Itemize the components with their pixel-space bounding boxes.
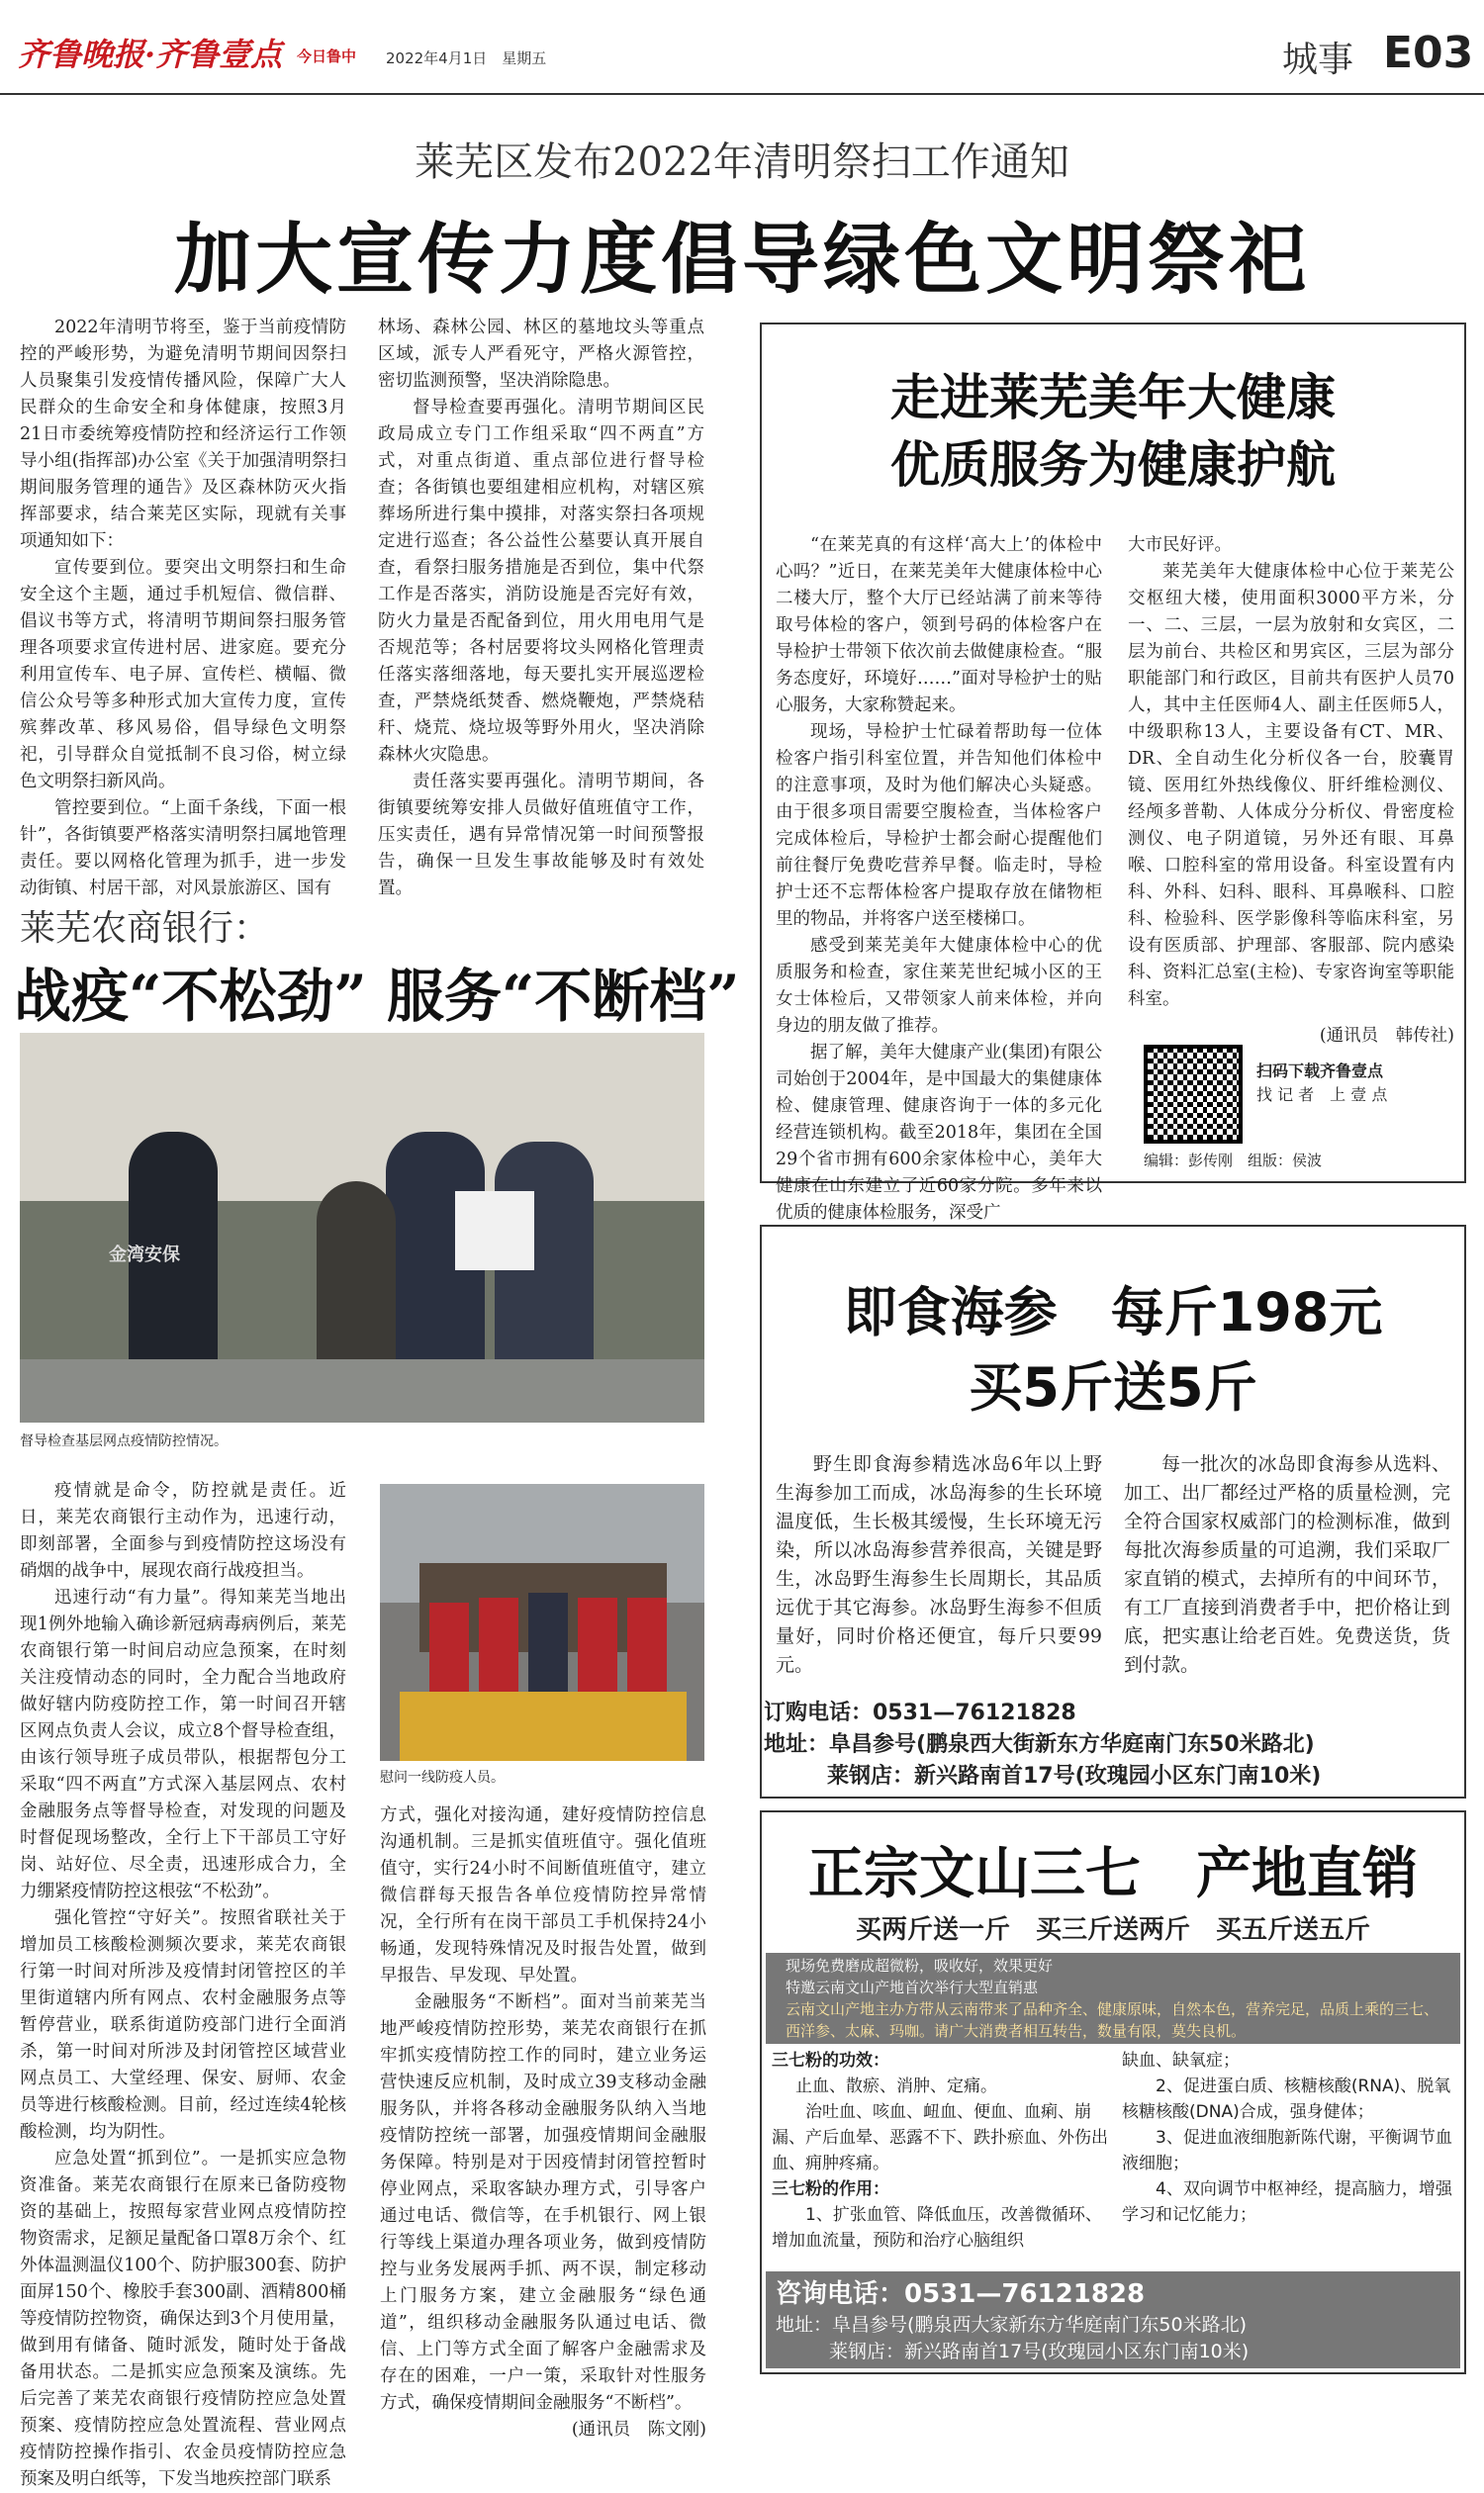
paragraph: 据了解，美年大健康产业(集团)有限公司始创于2004年，是中国最大的集健康体检、健康管理、健康咨询于一体的多元化经营连锁机构。截至2018年，集团在全国29个省市拥有600余家体检中心，美年大健康在山东建立了近60家分院。多年来以优质的健康体检服务，深受广	[776, 1043, 1102, 1223]
newspaper-logo: 齐鲁晚报·齐鲁壹点	[18, 36, 283, 73]
paragraph: 感受到莱芜美年大健康体检中心的优质服务和检查，家住莱芜世纪城小区的王女士体检后，又带领家人前来体检，并向身边的朋友做了推荐。	[776, 936, 1102, 1036]
ad-phone: 咨询电话：0531—76121828	[776, 2279, 1146, 2309]
effects-title: 三七粉的功效：	[772, 2051, 889, 2071]
ad-headline: 即食海参 每斤198元	[843, 1281, 1383, 1343]
paragraph: 应急处置“抓到位”。一是抓实应急物资准备。莱芜农商银行在原来已备防疫物资的基础上，按照每家营业网点疫情防控物资需求，足额足量配备口罩8万余个、红外体温测温仪100个、防护服300套、防护面屏150个、橡胶手套300副、酒精800桶等疫情防控物资，确保达到3个月使用量，做到用有储备、随时派发，随时处于备战备用状态。二是抓实应急预案及演练。先后完善了莱芜农商银行疫情防控应急处置预案、疫情防控应急处置流程、营业网点疫情防控操作指引、农金员疫情防控应急预案及明白纸等，下发当地疾控部门联系	[20, 2149, 346, 2489]
ad-promo: 买两斤送一斤 买三斤送两斤 买五斤送五斤	[855, 1915, 1370, 1945]
qr-caption: 扫码下载齐鲁壹点	[1256, 1062, 1384, 1080]
sub-logo: 今日鲁中	[297, 47, 357, 65]
ad-left-column	[772, 2048, 1108, 2254]
ad-address-2: 莱钢店：新兴路南首17号(玫瑰园小区东门南10米)	[827, 1764, 1322, 1789]
ad-banner	[766, 1953, 1460, 2044]
paragraph: 金融服务“不断档”。面对当前莱芜当地严峻疫情防控形势，莱芜农商银行在抓牢抓实疫情防控工作的同时，建立业务运营快速反应机制，及时成立39支移动金融服务队，并将各移动金融服务队纳入当地疫情防控统一部署，加强疫情期间金融服务保障。特别是对于因疫情封闭管控暂时停业网点，采取客缺办理方式，引导客户通过电话、微信等，在手机银行、网上银行等线上渠道办理各项业务，做到疫情防控与业务发展两手抓、两不误，制定移动上门服务方案，建立金融服务“绿色通道”，组织移动金融服务队通过电话、微信、上门等方式全面了解客户金融需求及存在的困难，一户一策，采取针对性服务方式，确保疫情期间金融服务“不断档”。	[380, 1992, 706, 2413]
article3-column-2	[380, 1802, 706, 2444]
paragraph: 莱芜美年大健康体检中心位于莱芜公交枢纽大楼，使用面积3000平方米，分一、二、三层，一层为放射和女宾区，二层为前台、共检区和男宾区，三层为部分职能部门和行政区，目前共有医护人员70人，其中主任医师4人、副主任医师5人，中级职称13人，主要设备有CT、MR、DR、全自动生化分析仪各一台，胶囊胃镜、医用红外热线像仪、肝纤维检测仪、经颅多普勒、人体成分分析仪、骨密度检测仪、电子阴道镜，另外还有眼、耳鼻喉、口腔科室的常用设备。科室设置有内科、外科、妇科、眼科、耳鼻喉科、口腔科、检验科、医学影像科等临床科室，另设有医质部、护理部、客服部、院内感染科、资料汇总室(主检)、专家咨询室等职能科室。	[1128, 562, 1454, 1009]
ad-title: 正宗文山三七 产地直销	[808, 1842, 1418, 1906]
ad-right-column	[1122, 2048, 1458, 2228]
paragraph: 强化管控“守好关”。按照省联社关于增加员工核酸检测频次要求，莱芜农商银行第一时间对所涉及疫情封闭管控区的羊里街道辖内所有网点、农村金融服务点等暂停营业，联系街道防疫部门进行全面消杀，第一时间对所涉及封闭管控区域营业网点员工、大堂经理、保安、厨师、农金员等进行核酸检测。目前，经过连续4轮核酸检测，均为阴性。	[20, 1908, 346, 2142]
photo-caption: 督导检查基层网点疫情防控情况。	[20, 1433, 228, 1449]
banner-line: 现场免费磨成超微粉，吸收好，效果更好	[786, 1957, 1054, 1975]
banner-intro: 云南文山产地主办方带从云南带来了品种齐全、健康原味，自然本色，营养完足，品质上乘的三七、西洋参、太麻、玛咖。请广大消费者相互转告，数量有限，莫失良机。	[786, 2000, 1439, 2040]
article3-kicker: 莱芜农商银行：	[20, 908, 270, 949]
paragraph: 管控要到位。“上面千条线，下面一根针”，各街镇要严格落实清明祭扫属地管理责任。要以网格化管理为抓手，进一步发动街镇、村居干部，对风景旅游区、国有	[20, 798, 346, 898]
ad-column-2	[1124, 1450, 1450, 1680]
article1-title: 加大宣传力度倡导绿色文明祭祀	[173, 215, 1310, 305]
paragraph: 现场，导检护士忙碌着帮助每一位体检客户指引科室位置，并告知他们体检中的注意事项，及时为他们解决心头疑惑。由于很多项目需要空腹检查，当体检客户完成体检后，导检护士都会耐心提醒他们前往餐厅免费吃营养早餐。临走时，导检护士还不忘帮体检客户提取存放在储物柜里的物品，并将客户送至楼梯口。	[776, 722, 1102, 929]
ad-address-2: 莱钢店：新兴路南首17号(玫瑰园小区东门南10米)	[829, 2341, 1250, 2362]
effects-1: 止血、散瘀、消肿、定痛。	[795, 2077, 997, 2096]
ad-phone: 订购电话：0531—76121828	[764, 1701, 1076, 1725]
uses-1: 1、扩张血管、降低血压，改善微循环、增加血流量，预防和治疗心脑组织	[772, 2205, 1102, 2251]
article1-kicker: 莱芜区发布2022年清明祭扫工作通知	[415, 139, 1069, 185]
sanqi-ad	[760, 1810, 1466, 2374]
photo-inspection	[20, 1033, 704, 1423]
uses-4: 4、双向调节中枢神经，提高脑力，增强学习和记忆能力；	[1122, 2179, 1452, 2225]
uses-2: 2、促进蛋白质、核糖核酸(RNA)、脱氧核糖核酸(DNA)合成，强身健体；	[1122, 2077, 1451, 2122]
issue-date: 2022年4月1日 星期五	[386, 49, 547, 67]
ad-column-1	[776, 1450, 1102, 1680]
masthead	[0, 0, 1484, 95]
article3-column-1	[20, 1478, 346, 2493]
ad-contact-bar	[766, 2271, 1460, 2368]
photo-caption: 慰问一线防疫人员。	[380, 1770, 505, 1786]
ad-address: 地址：阜昌参号(鹏泉西大街新东方华庭南门东50米路北)	[764, 1732, 1315, 1757]
ad-paragraph: 野生即食海参精选冰岛6年以上野生海参加工而成，冰岛海参的生长环境温度低，生长极其缓慢，生长环境无污染，所以冰岛海参营养很高，关键是野生，冰岛野生海参生长周期长，其品质远优于其它海参。冰岛野生海参不但质量好，同时价格还便宜，每斤只要99元。	[776, 1453, 1102, 1676]
ad-paragraph: 每一批次的冰岛即食海参从选料、加工、出厂都经过严格的质量检测，完全符合国家权威部门的检测标准，做到每批次海参质量的可追溯，我们采取厂家直销的模式，去掉所有的中间环节，有工厂直接到消费者手中，把价格让到底，把实惠让给老百姓。免费送货，货到付款。	[1124, 1453, 1450, 1676]
article2-box	[760, 323, 1466, 1223]
article2-column-2	[1128, 532, 1454, 1050]
paragraph: 责任落实要再强化。清明节期间，各街镇要统筹安排人员做好值班值守工作，压实责任，遇有异常情况第一时间预警报告，确保一旦发生事故能够及时有效处置。	[378, 772, 704, 898]
uses-title: 三七粉的作用：	[772, 2179, 889, 2199]
paragraph: 疫情就是命令，防控就是责任。近日，莱芜农商银行主动作为，迅速行动，即刻部署，全面参与到疫情防控这场没有硝烟的战争中，展现农商行战疫担当。	[20, 1481, 346, 1581]
paragraph: 大市民好评。	[1128, 535, 1232, 555]
section-name: 城事	[1282, 40, 1354, 80]
sea-cucumber-ad	[760, 1225, 1466, 1799]
article2-title: 走进莱芜美年大健康 优质服务为健康护航	[890, 368, 1336, 494]
paragraph: 林场、森林公园、林区的墓地坟头等重点区域，派专人严看死守，严格火源管控，密切监测预警，坚决消除隐患。	[378, 318, 704, 391]
qr-code-icon[interactable]	[1144, 1045, 1243, 1144]
paragraph: 方式，强化对接沟通，建好疫情防控信息沟通机制。三是抓实值班值守。强化值班值守，实行24小时不间断值班值守，建立微信群每天报告各单位疫情防控异常情况，全行所有在岗干部员工手机保持24小畅通，发现特殊情况及时报告处置，做到早报告、早发现、早处置。	[380, 1805, 706, 1985]
paragraph: “在莱芜真的有这样‘高大上’的体检中心吗？”近日，在莱芜美年大健康体检中心二楼大厅，整个大厅已经站满了前来等待取号体检的客户，领到号码的体检客户在导检护士带领下依次前去做健康检查。“服务态度好，环境好……”面对导检护士的贴心服务，大家称赞起来。	[776, 535, 1102, 715]
article2-column-1	[776, 532, 1102, 1227]
qr-caption-2: 找 记 者 上 壹 点	[1256, 1085, 1388, 1104]
article1-column-2	[378, 315, 704, 902]
photo-consolation	[380, 1484, 704, 1761]
article3-title: 战疫“不松劲” 服务“不断档”	[14, 963, 740, 1030]
effects-2: 治吐血、咳血、衄血、便血、血痢、崩漏、产后血晕、恶露不下、跌扑瘀血、外伤出血、痈肿疼痛。	[772, 2102, 1108, 2173]
author-credit: (通讯员 韩传社)	[1319, 1026, 1454, 1046]
uses-cont: 缺血、缺氧症；	[1122, 2051, 1240, 2071]
paragraph: 督导检查要再强化。清明节期间区民政局成立专门工作组采取“四不两直”方式，对重点街道、重点部位进行督导检查；各街镇也要组建相应机构，对辖区殡葬场所进行集中摸排，对落实祭扫各项规定进行巡查；各公益性公墓要认真开展自查，看祭扫服务措施是否到位，集中代祭工作是否落实，消防设施是否完好有效，防火力量是否配备到位，用火用电用气是否规范等；各村居要将坟头网格化管理责任落实落细落地，每天要扎实开展巡逻检查，严禁烧纸焚香、燃烧鞭炮，严禁烧秸秆、烧荒、烧垃圾等野外用火，坚决消除森林火灾隐患。	[378, 398, 704, 765]
paragraph: 2022年清明节将至，鉴于当前疫情防控的严峻形势，为避免清明节期间因祭扫人员聚集引发疫情传播风险，保障广大人民群众的生命安全和身体健康，按照3月21日市委统筹疫情防控和经济运行工作领导小组(指挥部)办公室《关于加强清明祭扫期间服务管理的通告》及区森林防灭火指挥部要求，结合莱芜区实际，现就有关事项通知如下：	[20, 318, 346, 551]
editor-credit: 编辑：彭传刚 组版：侯波	[1144, 1152, 1323, 1169]
page-number: E03	[1383, 28, 1474, 78]
paragraph: 宣传要到位。要突出文明祭扫和生命安全这个主题，通过手机短信、微信群、倡议书等方式，将清明节期间祭扫服务管理各项要求宣传进村居、进家庭。要充分利用宣传车、电子屏、宣传栏、横幅、微信公众号等多种形式加大宣传力度，宣传殡葬改革、移风易俗，倡导绿色文明祭祀，引导群众自觉抵制不良习俗，树立绿色文明祭扫新风尚。	[20, 558, 346, 791]
banner-line: 特邀云南文山产地首次举行大型直销惠	[786, 1979, 1039, 1996]
author-credit: (通讯员 陈文刚)	[571, 2420, 706, 2440]
ad-headline-2: 买5斤送5斤	[969, 1356, 1257, 1419]
paragraph: 迅速行动“有力量”。得知莱芜当地出现1例外地输入确诊新冠病毒病例后，莱芜农商银行第一时间启动应急预案，在时刻关注疫情动态的同时，全力配合当地政府做好辖内防疫防控工作，第一时间召开辖区网点负责人会议，成立8个督导检查组，由该行领导班子成员带队，根据帮包分工采取“四不两直”方式深入基层网点、农村金融服务点等督导检查，对发现的问题及时督促现场整改，全行上下干部员工守好岗、站好位、尽全责，迅速形成合力，全力绷紧疫情防控这根弦“不松劲”。	[20, 1588, 346, 1901]
uses-3: 3、促进血液细胞新陈代谢，平衡调节血液细胞；	[1122, 2128, 1452, 2173]
article1-column-1	[20, 315, 346, 902]
ad-address: 地址：阜昌参号(鹏泉西大家新东方华庭南门东50米路北)	[776, 2314, 1248, 2336]
guard-uniform-text: 金湾安保	[109, 1245, 180, 1265]
